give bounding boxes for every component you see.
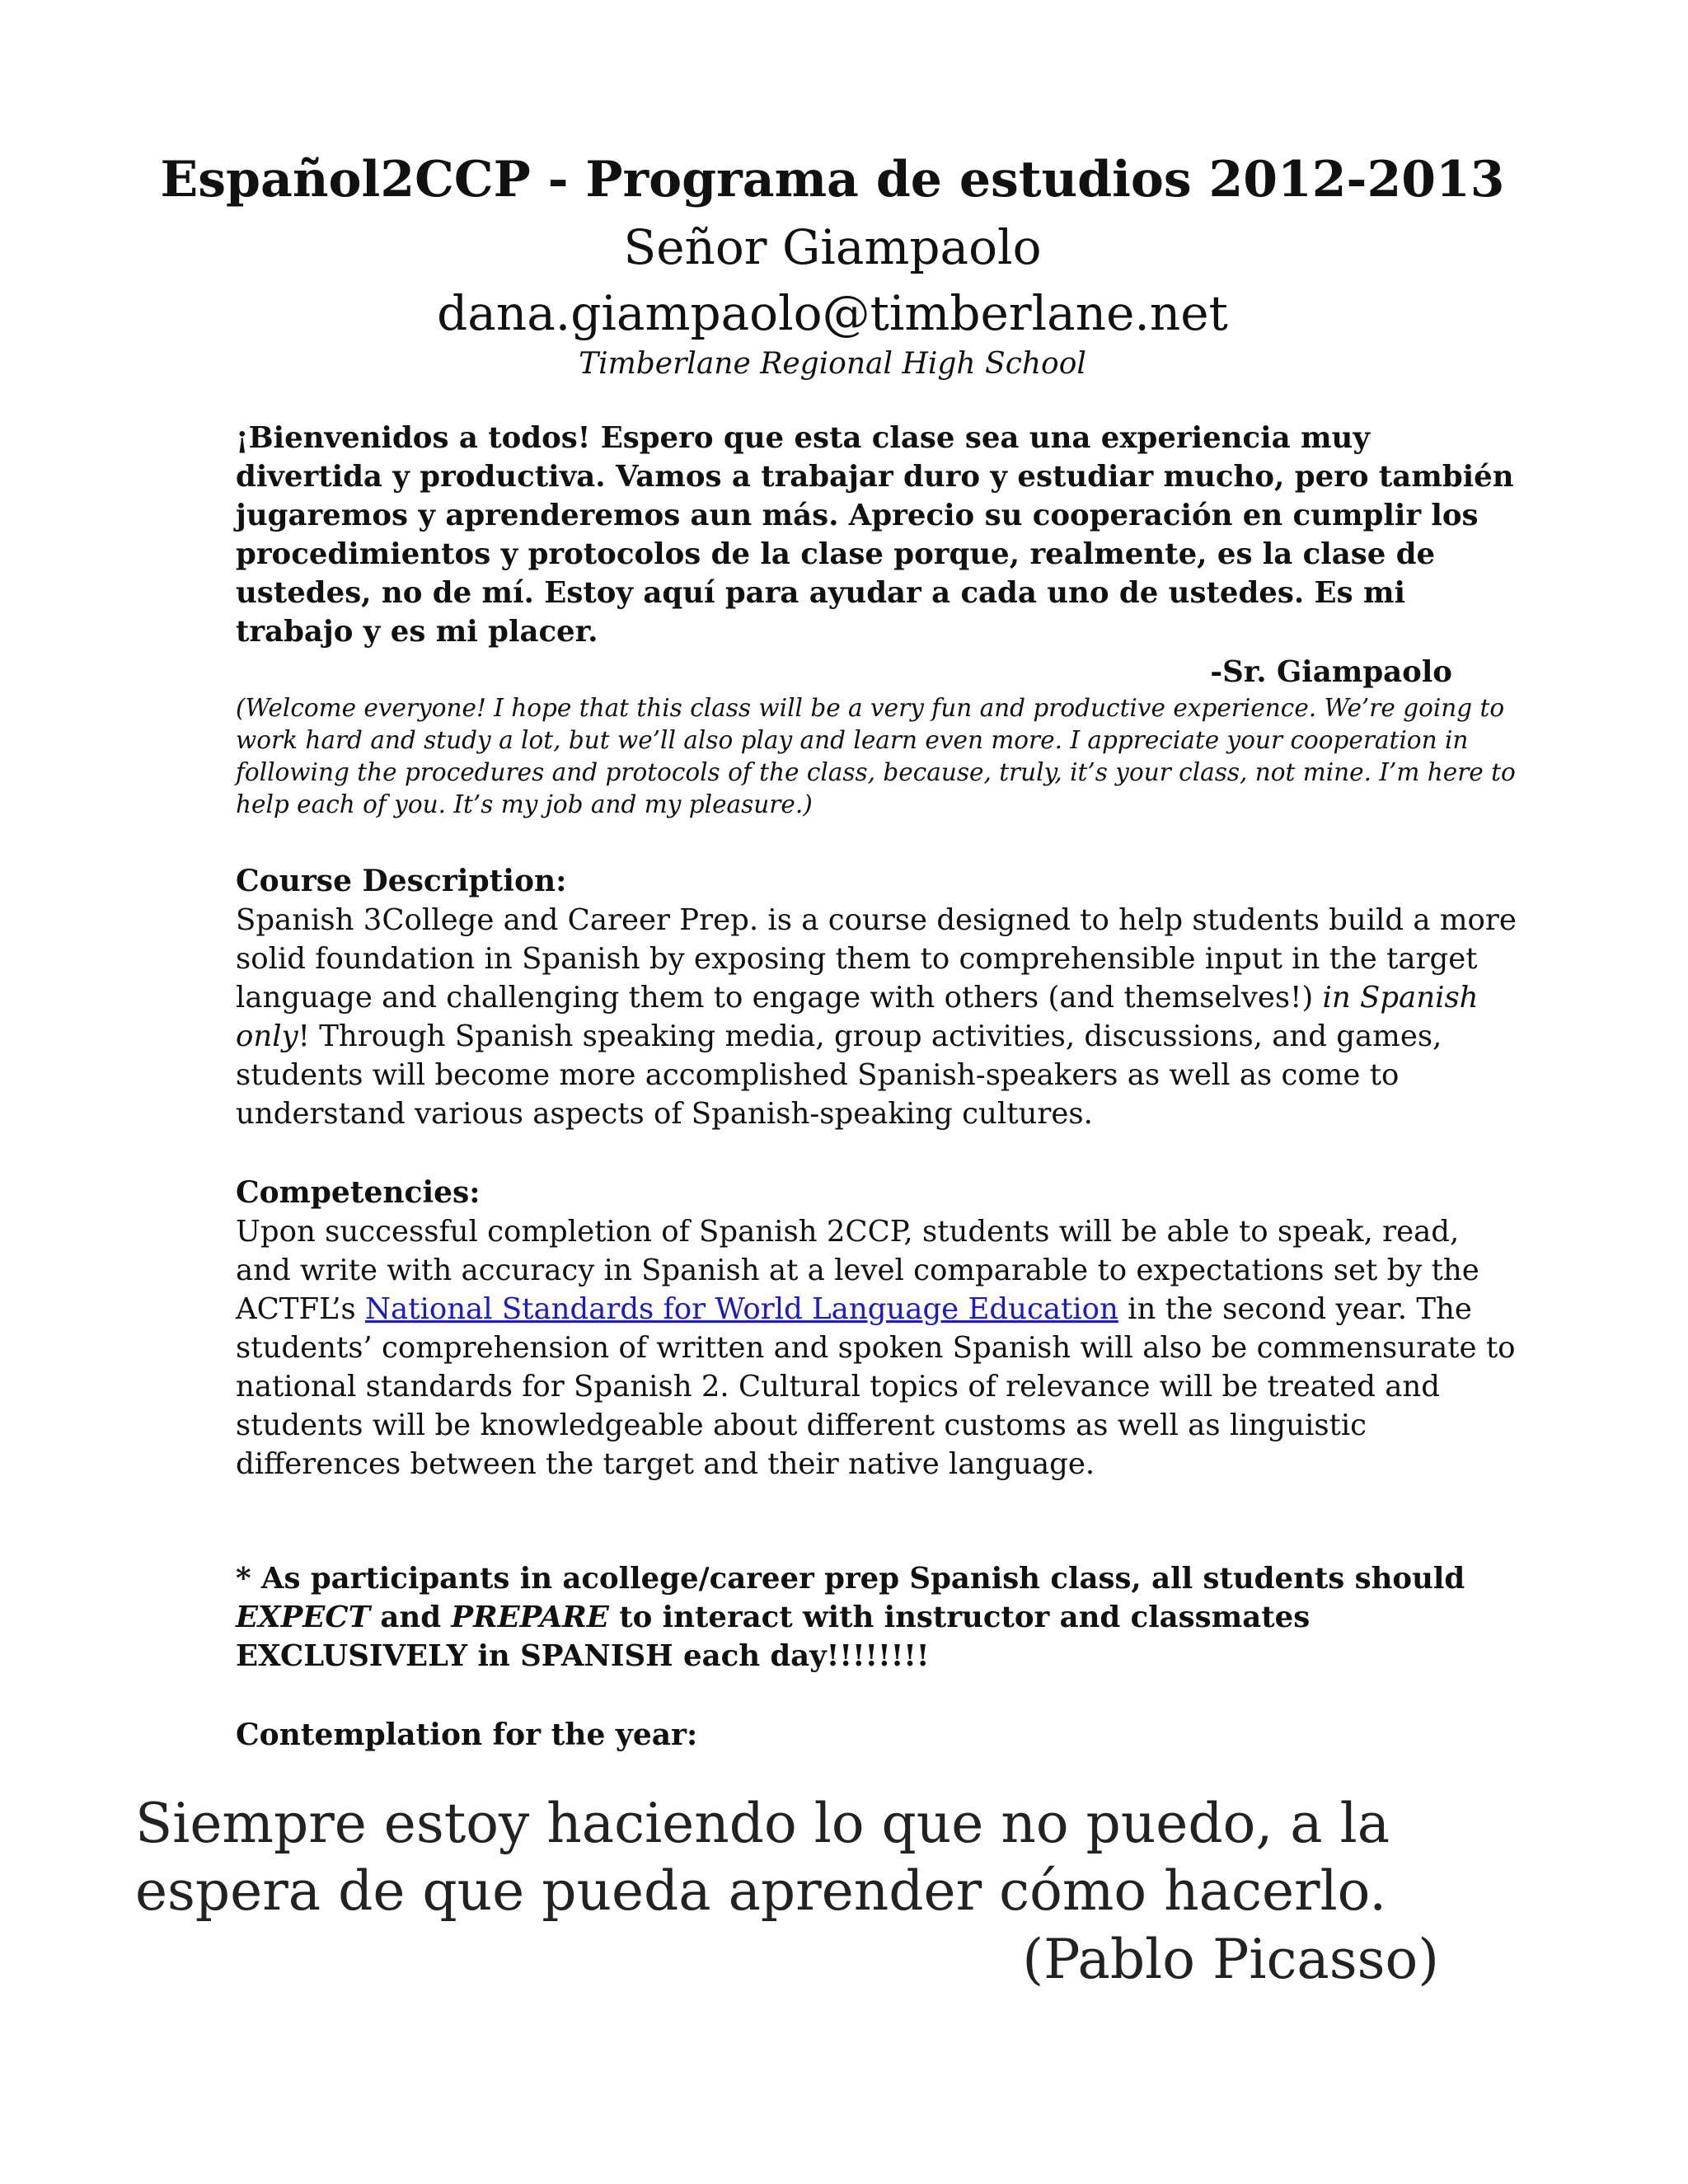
- competencies-text: [236, 1212, 1522, 1483]
- welcome-paragraph: ¡Bienvenidos a todos! Espero que esta clase sea una experiencia muy divertida y productiva. Vamos a trabajar duro y estudiar mucho, pero también jugaremos y aprenderemos aun más. Aprecio su cooperación en cumplir los procedimientos y protocolos de la clase porque, realmente, es la clase de ustedes, no de mí. Estoy aquí para ayudar a cada uno de ustedes. Es mi trabajo y es mi placer.: [236, 421, 1514, 649]
- notice-expect: EXPECT: [236, 1601, 371, 1634]
- national-standards-link[interactable]: National Standards for World Language Education: [364, 1292, 1118, 1326]
- competencies-heading: Competencies:: [236, 1175, 481, 1210]
- welcome-signature: -Sr. Giampaolo: [1210, 655, 1452, 689]
- course-description-emphasis: in Spanish only: [236, 981, 1479, 1053]
- notice-part1: * As participants in acollege/career prep Spanish class, all students should: [236, 1562, 1465, 1596]
- notice-prepare: PREPARE: [451, 1601, 609, 1634]
- notice-part3: to interact with instructor and classmates EXCLUSIVELY in SPANISH each day!!!!!!!!: [236, 1601, 1311, 1673]
- course-description-heading: Course Description:: [236, 864, 567, 898]
- course-description-text: [236, 901, 1522, 1133]
- teacher-name: Señor Giampaolo: [623, 219, 1042, 275]
- course-description-part1: Spanish 3College and Career Prep. is a course designed to help students build a more solid foundation in Spanish by exposing them to comprehensible input in the target language and challenging them to engage with others (and themselves!): [236, 903, 1517, 1015]
- contemplation-heading: Contemplation for the year:: [236, 1718, 698, 1752]
- page-title: Español2CCP - Programa de estudios 2012-2013: [160, 151, 1505, 209]
- picasso-quote: Siempre estoy haciendo lo que no puedo, a la espera de que pueda aprender cómo hacerlo.: [135, 1792, 1390, 1923]
- course-description-part2: ! Through Spanish speaking media, group activities, discussions, and games, students will become more accomplished Spanish-speakers as well as come to understand various aspects of Spanish-speaking cultures.: [236, 1019, 1442, 1131]
- spanish-only-notice: [236, 1559, 1522, 1675]
- school-name: Timberlane Regional High School: [579, 347, 1086, 381]
- welcome-translation: (Welcome everyone! I hope that this class will be a very fun and productive experience. We’re going to work hard and study a lot, but we’ll also play and learn even more. I appreciate your cooperation in following the procedures and protocols of the class, because, truly, it’s your class, not mine. I’m here to help each of you. It’s my job and my pleasure.): [236, 694, 1516, 818]
- competencies-part1: Upon successful completion of Spanish 2CCP, students will be able to speak, read, and write with accuracy in Spanish at a level comparable to expectations set by the ACTFL’s: [236, 1215, 1479, 1326]
- teacher-email: dana.giampaolo@timberlane.net: [437, 285, 1228, 341]
- notice-part2: and: [370, 1601, 452, 1634]
- competencies-part2: in the second year. The students’ comprehension of written and spoken Spanish will also be commensurate to national standards for Spanish 2. Cultural topics of relevance will be treated and students will be knowledgeable about different customs as well as linguistic differences between the target and their native language.: [236, 1292, 1516, 1481]
- quote-attribution: (Pablo Picasso): [1022, 1928, 1439, 1991]
